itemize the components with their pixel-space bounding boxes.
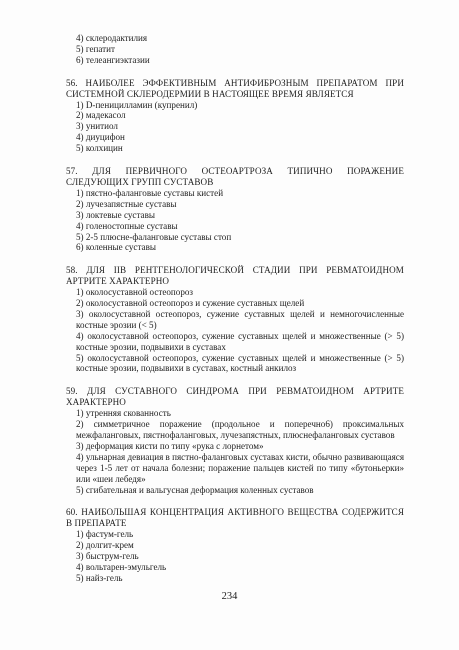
question-title: 59. ДЛЯ СУСТАВНОГО СИНДРОМА ПРИ РЕВМАТОИДНОМ АРТРИТЕ ХАРАКТЕРНО [66, 386, 404, 408]
question-title: 56. НАИБОЛЕЕ ЭФФЕКТИВНЫМ АНТИФИБРОЗНЫМ ПРЕПАРАТОМ ПРИ СИСТЕМНОЙ СКЛЕРОДЕРМИИ В НАСТОЯЩЕЕ ВРЕМЯ ЯВЛЯЕТСЯ [66, 77, 404, 99]
answer-option: 3) околосуставной остеопороз, сужение суставных щелей и немногочисленные костные эрозии (< 5) [76, 308, 404, 330]
question-title: 60. НАИБОЛЬШАЯ КОНЦЕНТРАЦИЯ АКТИВНОГО ВЕЩЕСТВА СОДЕРЖИТСЯ В ПРЕПАРАТЕ [66, 507, 404, 529]
answer-option: 3) унитиол [76, 121, 118, 132]
answer-option: 4) склеродактилия [76, 33, 148, 43]
answer-option: 2) долгит-крем [76, 540, 134, 551]
answer-option: 1) D-пеницилламин (купренил) [76, 99, 198, 110]
answer-option: 2) околосуставной остеопороз и сужение суставных щелей [76, 298, 305, 309]
answer-option: 1) пястно-фаланговые суставы кистей [76, 187, 224, 198]
question-56 [66, 78, 404, 154]
answer-option: 4) диуцифон [76, 132, 125, 143]
answer-option: 5) колхицин [76, 143, 123, 154]
answer-option: 5) околосуставной остеопороз, сужение суставных щелей и множественные (> 5) костные эрозии, подвывихи в суставах, костный анкилоз [76, 352, 404, 374]
answer-option: 6) коленные суставы [76, 242, 156, 253]
answer-option: 4) ульнарная девиация в пястно-фаланговых суставах кисти, обычно развивающаяся через 1-5 лет от начала болезни; поражение пальцев кистей по типу «бутоньерки» или «шеи лебедя» [76, 451, 405, 484]
question-title: 58. ДЛЯ IIВ РЕНТГЕНОЛОГИЧЕСКОЙ СТАДИИ ПРИ РЕВМАТОИДНОМ АРТРИТЕ ХАРАКТЕРНО [66, 265, 404, 287]
answer-option: 1) фастум-гель [76, 529, 134, 540]
answer-option: 5) сгибательная и вальгусная деформация коленных суставов [76, 484, 314, 495]
answer-option: 3) деформация кисти по типу «рука с лорнетом» [76, 440, 264, 451]
answer-option: 1) околосуставной остеопороз [76, 287, 194, 298]
page-number: 234 [221, 591, 238, 602]
answer-option: 5) найз-гель [76, 572, 123, 583]
question-58 [66, 265, 404, 374]
answer-option: 2) симметричное поражение (продольное и поперечно6) проксимальных межфаланговых, пястнофаланговых, лучезапястных, плюснефаланговых суставов [76, 419, 404, 440]
question-57 [66, 166, 404, 253]
answer-option: 5) 2-5 плюсне-фаланговые суставы стоп [76, 231, 232, 242]
answer-option: 1) утренняя скованность [76, 408, 171, 419]
answer-option: 2) мадекасол [76, 110, 126, 121]
answer-option: 4) голеностопные суставы [76, 220, 178, 231]
answer-option: 4) вольтарен-эмульгель [76, 561, 167, 572]
intro-options [66, 33, 404, 66]
answer-option: 5) гепатит [76, 43, 115, 54]
question-59 [66, 386, 404, 495]
answer-option: 3) локтевые суставы [76, 209, 155, 220]
question-60 [66, 507, 404, 583]
question-title: 57. ДЛЯ ПЕРВИЧНОГО ОСТЕОАРТРОЗА ТИПИЧНО ПОРАЖЕНИЕ СЛЕДУЮЩИХ ГРУПП СУСТАВОВ [66, 166, 404, 187]
answer-option: 4) околосуставной остеопороз, сужение суставных щелей и множественные (> 5) костные эрозии, подвывихи в суставах [76, 330, 404, 352]
answer-option: 6) телеангиэктазии [76, 54, 150, 65]
answer-option: 2) лучезапястные суставы [76, 198, 177, 209]
answer-option: 3) быструм-гель [76, 551, 139, 562]
